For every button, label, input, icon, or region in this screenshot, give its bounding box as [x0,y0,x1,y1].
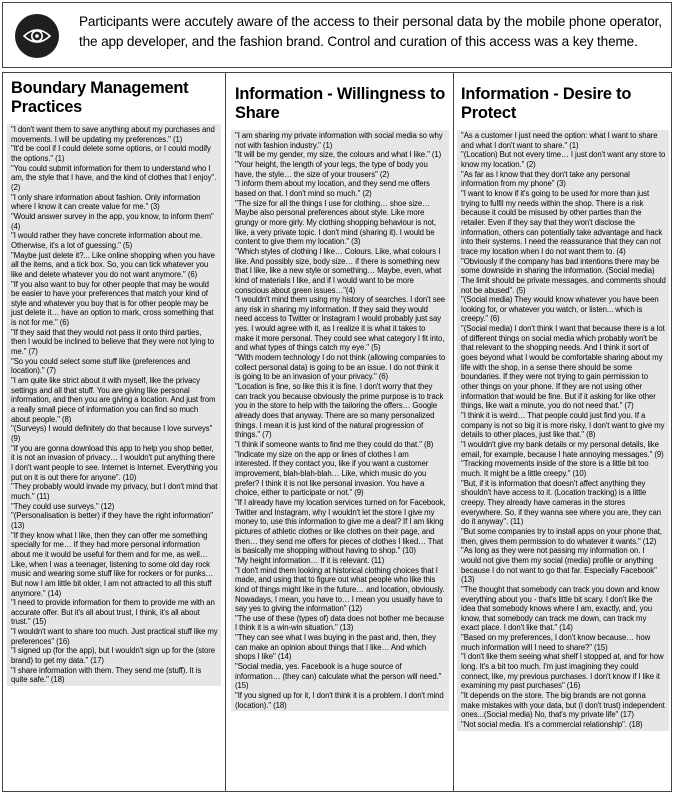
quote: "I think it is weird… That people could just find you. If a company is not so big it is more risky, I don't want to give my details to other places, just like that." (8) [461,411,665,440]
quote: "If they said that they would not pass it onto third parties, then I would be inclined to believe that they were not lying to me." (7) [11,327,215,357]
quote: "Which styles of clothing I like… Colours. Like, what colours I like. And possibly size, body size… if there is something new that I like, like a new style or something… Maybe, even, what kind of materials I like, and if I would want to be more conscious about green issues…"(4) [235,246,442,295]
quote: "Would answer survey in the app, you know, to inform them" (4) [11,211,214,231]
column-title: Boundary Management Practices [11,79,189,116]
column-title: Information - Desire to Protect [461,85,632,122]
column-divider [453,73,454,791]
quote-list [7,124,221,686]
quote: "The size for all the things I use for clothing… shoe size… Maybe also personal preferences about style. Like more grungy or more girly. My clothing shopping behaviour is not, like, a very private topic. I don't mind (sharing it). I would be content to give them my location." (3) [235,198,436,247]
quote: "Your height, the length of your legs, the type of body you have, the style… the size of your trousers" (2) [235,159,428,179]
quote: "But, if it is information that doesn't affect anything they shouldn't have access to it. (Location tracking) is a little creepy. They already have cameras in the stores everywhere. So, if they wanna see where you are, they can do it anyway". (11) [461,478,662,527]
quote: "Obviously if the company has bad intentions there may be some downside in sharing the information. (Social media) The limit should be private messages, and comments should not be abused". (5) [461,256,666,295]
quote-list [457,130,669,731]
quote: "I need to provide information for them to provide me with an accurate offer. But it's all about trust, I think, it's all about trust." (15) [11,598,215,627]
quote: "As long as they were not passing my information on. I would not give them my social (media) profile or anything because I do not want to go that far. Especially Facebook" (13) [461,546,657,585]
quote: "I want to know if it's going to be used for more than just trying to fulfil my needs within the shop. There is a risk because it could be misused by other parties than the retailer. Even if they say that they won't disclose the information, others can potentially take advantage and hack into their systems. I need the reassurance that they can not trace my location when I do not want them to. (4) [461,188,663,256]
quote: "I don't like them seeing what shelf I stopped at, and for how long. It's a bit too much. I'm just imagining they could connect, like, my previous purchases. I don't know if I like it examining my past purchases" (16) [461,652,664,691]
quote: "It'd be cool if I could delete some options, or I could modify the options." (1) [11,144,211,163]
quote: "My height information… If it is relevant. (11) [235,555,385,565]
column-boundary-management [7,75,221,787]
eye-icon [15,14,59,58]
quote: "If you also want to buy for other people that may be would be easier to have your preferences that match your kind of style and whatever you buy that is for other people may be just delete it… have an option to mark, cross something that is not for me." (6) [11,279,214,328]
summary-header [2,2,672,68]
quote: "The thought that somebody can track you down and know everything about you - that's little bit scary. I don't like the idea that somebody knows where I am, exactly, and, you know, that somebody can track me down, can track my exact place. I don't like that." (14) [461,584,660,633]
quote: "I don't want them to save anything about my purchases and movements. I will be updating my preferences." (1) [11,125,215,144]
quote: "If you signed up for it, I don't think it is a problem. I don't mind (location)." (18) [235,691,444,710]
column-divider [225,73,226,791]
header-text: Participants were accutely aware of the access to their personal data by the mobile phone operator, the app developer, and the fashion brand. Control and curation of this access was a key theme. [79,14,662,49]
quote: "I am quite like strict about it with myself, like the privacy settings and all that stuff. You are giving like personal information, and then you are giving a location. And just from a really small piece of information you can find so much about people." (8) [11,376,216,424]
quote: "As far as I know that they don't take any personal information from my phone" (3) [461,169,630,189]
quote: "I signed up (for the app), but I wouldn't sign up for the (store brand) to get my data." (17) [11,646,216,666]
quote: "If they know what I like, then they can offer me something specially for me… If they had more personal information about me it would be useful for them and for me, as well… Like, when I was a teenager, listening to some old day rock music and wearing some stuff like for rockers or for punks… But now I am little bit older, I am not attracted to all this stuff anymore." (14) [11,530,214,598]
quote: "(Social media) I don't think I want that because there is a lot of different things on social media which probably won't be that relevant to the shopping needs. And I think it sort of goes beyond what I would be comfortable sharing about my life with the shop, in a sense there should be some boundaries. If they were not trying to gain permission to other things on your phone. If they are not using other information that would be fine. But if it asking for like other things, like wait a minute, you do not need that." (7) [461,324,665,411]
quote: "If I already have my location services turned on for Facebook, Twitter and Instagram, why I wouldn't let the store I give my money to, use this information to give me a deal? If I am liking pictures of athletic clothes or like clothes on their page, and then… they send me offers for pieces of clothes I liked… That is basically me shopping without having to shop." (10) [235,497,446,556]
quote: "I inform them about my location, and they send me offers based on that. I don't mind so much." (2) [235,179,430,198]
quote: "The use of these (types of) data does not bother me because I think it is a win-win situation." (13) [235,613,445,633]
quote: "They could use surveys." (12) [11,501,115,511]
quote: "With modern technology I do not think (allowing companies to collect personal data) is going to be an issue. I do not think it is going to be an invasion of your privacy." (6) [235,353,446,382]
column-willingness-to-share [231,75,449,787]
quote: "It depends on the store. The big brands are not gonna make mistakes with your data, but (I don't trust) independent ones...(Social media) No, that's my private life" (17) [461,691,665,720]
quote: "(Personalisation is better) if they have the right information" (13) [11,511,213,530]
quote: "It will be my gender, my size, the colours and what I like." (1) [235,150,442,160]
quote: "They can see what I was buying in the past and, then, they can make an opinion about things that I like… And which shops I like" (14) [235,633,436,662]
quote: "Indicate my size on the app or lines of clothes I am interested. If they contact you, like if you want a customer improvement, blah-blah-blah… Like, which music do you prefer? I think it is not like personal invasion. You have a choice, either to participate or not." (9) [235,449,429,498]
quote: "Based on my preferences, I don't know because… how much information will I need to share?" (15) [461,633,651,652]
quote: "(Social media) They would know whatever you have been looking for, or whatever you watch, or listen... which is creepy." (6) [461,295,659,324]
quote: "So you could select some stuff like (preferences and location)." (7) [11,356,191,376]
quote: "I think if someone wants to find me they could do that." (8) [235,440,434,449]
column-title: Information - Willingness to Share [235,85,446,122]
quote: "Location is fine, so like this it is fine. I don't worry that they can track you because obviously the prime purpose is to track you in the store to help with the tailoring the offers… Google already does that anyway. There are so many personalized things. I mean it is just kind of the natural progression of things." (7) [235,382,444,440]
quote: "I wouldn't mind them using my history of searches. I don't see any risk in sharing my information. If they said they would need access to Twitter or Instagram I would probably just say yes. I would agree with it, as I realize it is what it takes to make it more personal. They could see what category I fit into, and what types of things catch my eye." (5) [235,295,446,353]
quote: "I wouldn't give my bank details or my personal details, like email, for example, because I hate annoying messages." (9) [461,440,664,459]
quote-list [231,130,449,711]
quote: "(Location) But not every time… I just don't want any store to know my location." (2) [461,150,666,169]
quote: "I wouldn't want to share too much. Just practical stuff like my preferences" (16) [11,627,218,646]
quote: "I would rather they have concrete information about me. Otherwise, it's a lot of guessing." (5) [11,231,203,250]
quote: "I don't mind them looking at historical clothing choices that I made, and using that to figure out what people who like this kind of things might like in the future… and location, obviously. Nowadays, I mean, you have to… I mean you usually have to say yes to giving the information" (12) [235,565,445,614]
quote: "Not social media. It's a commercial relationship". (18) [461,720,643,730]
quote: "If you are gonna download this app to help you shop better, it is not an invasion of privacy… I wouldn't put anything there I don't want people to see. Internet is Internet. Everything you put on it is out there for anyone". (10) [11,443,218,482]
quote: "As a customer I just need the option: what I want to share and what I don't want to share." (1) [461,131,658,150]
quote: "(Surveys) I would definitely do that because I love surveys" (9) [11,424,213,443]
themes-table [2,72,672,792]
quote: "But some companies try to install apps on your phone that, then, gives them permission to do whatever it wants." (12) [461,526,662,546]
column-desire-to-protect [457,75,669,787]
quote: "Tracking movements inside of the store is a little bit too much. It might be a little creepy." (10) [461,459,649,478]
quote: "You could submit information for them to understand who I am, the style that I have, and the kind of clothes that I enjoy". (2) [11,163,217,192]
quote: "I am sharing my private information with social media so why not with fashion industry." (1) [235,131,443,150]
quote: "I only share information about fashion. Only information where I know it can create value for me." (3) [11,192,201,212]
quote: "Social media, yes. Facebook is a huge source of information… (they can) calculate what the person will need." (15) [235,662,442,691]
quote: "Maybe just delete it?... Like online shopping when you have all the items, and a tick box. So, you can tick whatever you like and delete whatever you do not want anymore." (6) [11,250,215,279]
quote: "They probably would invade my privacy, but I don't mind that much." (11) [11,482,218,501]
quote: "I share information with them. They send me (stuff). It is quite safe." (18) [11,665,202,685]
